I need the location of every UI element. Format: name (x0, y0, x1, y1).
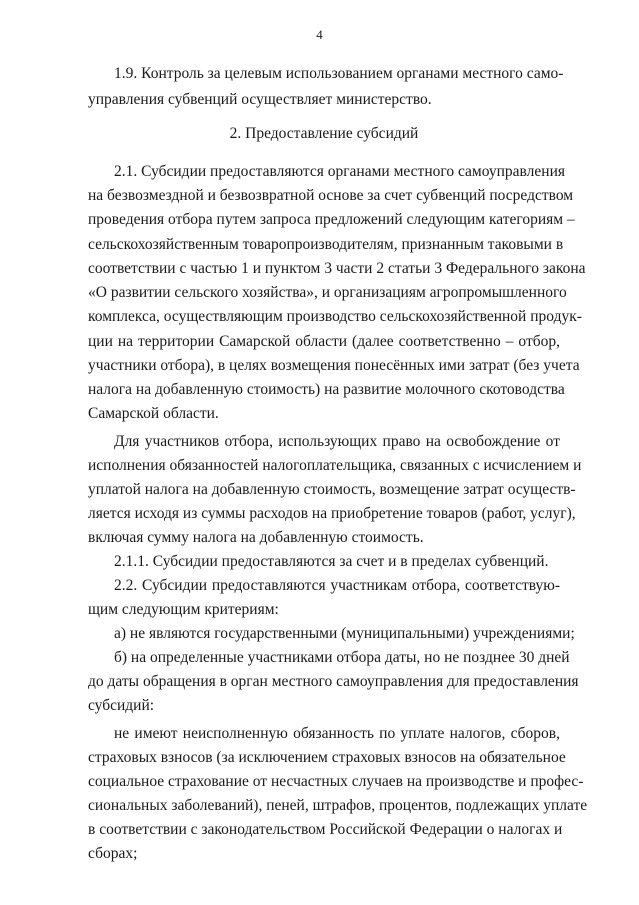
text-line: щим следующим критериям: (88, 601, 279, 618)
section-heading: 2. Предоставление субсидий (229, 125, 419, 142)
text-line: субсидий: (88, 697, 155, 714)
text-line: ляется исходя из суммы расходов на приобретение товаров (работ, услуг), (88, 505, 576, 522)
text-line: 2.2. Субсидии предоставляются участникам отбора, соответствую- (114, 577, 560, 594)
text-line: уплатой налога на добавленную стоимость, возмещение затрат осуществ- (88, 481, 576, 498)
text-line: участники отбора), в целях возмещения понесённых ими затрат (без учета (88, 357, 580, 374)
text-line: в соответствии с законодательством Российской Федерации о налогах и (88, 821, 563, 838)
text-line: «О развитии сельского хозяйства», и организациям агропромышленного (88, 284, 567, 301)
text-line: сиональных заболеваний), пеней, штрафов, процентов, подлежащих уплате (88, 797, 588, 814)
text-line: исполнения обязанностей налогоплательщика, связанных с исчислением и (88, 457, 582, 474)
page-number: 4 (316, 27, 323, 42)
text-line: ции на территории Самарской области (далее соответственно – отбор, (88, 333, 560, 350)
text-line: до даты обращения в орган местного самоуправления для предоставления (88, 673, 579, 690)
text-line: социальное страхование от несчастных случаев на производстве и профес- (88, 773, 584, 790)
text-line: сельскохозяйственным товаропроизводителям, признанным таковыми в (88, 236, 564, 253)
text-line: проведения отбора путем запроса предложений следующим категориям – (88, 211, 575, 228)
text-line: на безвозмездной и безвозвратной основе за счет субвенций посредством (88, 187, 574, 204)
text-line: соответствии с частью 1 и пунктом 3 части 2 статьи 3 Федерального закона (88, 260, 586, 277)
text-line: налога на добавленную стоимость) на развитие молочного скотоводства (88, 381, 565, 398)
text-line: Самарской области. (88, 405, 219, 422)
text-line: управления субвенций осуществляет министерство. (88, 91, 432, 108)
text-line: б) на определенные участниками отбора даты, но не позднее 30 дней (114, 649, 570, 666)
text-line: страховых взносов (за исключением страховых взносов на обязательное (88, 749, 566, 766)
text-line: сборах; (88, 845, 138, 862)
text-line: включая сумму налога на добавленную стоимость. (88, 529, 424, 546)
text-line: 2.1. Субсидии предоставляются органами местного самоуправления (114, 163, 565, 180)
text-line: не имеют неисполненную обязанность по уплате налогов, сборов, (114, 725, 560, 742)
text-line: 1.9. Контроль за целевым использованием органами местного само- (114, 65, 564, 82)
text-line: комплекса, осуществляющим производство сельскохозяйственной продук- (88, 308, 582, 325)
text-line: 2.1.1. Субсидии предоставляются за счет и в пределах субвенций. (114, 553, 549, 570)
text-line: Для участников отбора, использующих право на освобождение от (114, 433, 560, 450)
text-line: а) не являются государственными (муниципальными) учреждениями; (114, 625, 575, 642)
